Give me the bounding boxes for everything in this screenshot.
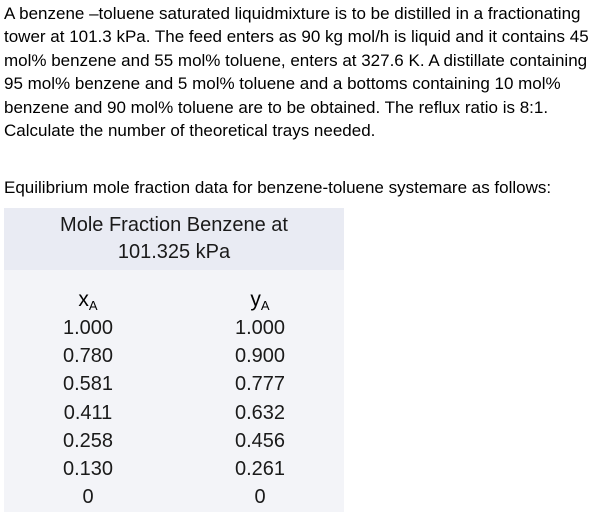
cell-ya: 0.261 bbox=[234, 458, 286, 480]
column-header-xa-subscript: A bbox=[88, 298, 98, 313]
cell-ya: 1.000 bbox=[234, 317, 286, 339]
column-header-ya-symbol: y bbox=[250, 288, 261, 311]
column-header-xa-symbol: x bbox=[78, 288, 89, 311]
table-title-line-2: 101.325 kPa bbox=[117, 241, 231, 263]
cell-ya: 0.777 bbox=[234, 373, 286, 396]
cell-ya: 0.632 bbox=[234, 401, 286, 424]
cell-xa: 0.258 bbox=[62, 429, 114, 452]
cell-xa: 0.780 bbox=[62, 345, 114, 368]
cell-xa: 0.130 bbox=[62, 458, 114, 480]
cell-xa: 1.000 bbox=[62, 317, 114, 339]
problem-statement: A benzene –toluene saturated liquidmixture is to be distilled in a fractionating tower at 101.3 kPa. The feed enters as 90 kg mol/h is liquid and it contains 45 mol% benzene and 55 mol% toluene, enters at 327.6 K. A distillate containing 95 mol% benzene and 5 mol% toluene and a bottoms containing 10 mol% benzene and 90 mol% toluene are to be obtained. The reflux ratio is 8:1. Calculate the number of theoretical trays needed. bbox=[4, 4, 589, 141]
table-title bbox=[4, 212, 344, 266]
equilibrium-data-heading: Equilibrium mole fraction data for benzene-toluene systemare as follows: bbox=[4, 178, 552, 197]
column-header-ya-subscript: A bbox=[260, 298, 270, 313]
equilibrium-table bbox=[4, 208, 344, 512]
cell-xa: 0.411 bbox=[63, 401, 113, 424]
cell-xa: 0 bbox=[82, 486, 94, 509]
cell-xa: 0.581 bbox=[62, 373, 114, 396]
cell-ya: 0.456 bbox=[234, 429, 286, 452]
cell-ya: 0.900 bbox=[234, 345, 286, 368]
table-title-line-1: Mole Fraction Benzene at bbox=[60, 214, 288, 236]
cell-ya: 0 bbox=[254, 486, 266, 509]
